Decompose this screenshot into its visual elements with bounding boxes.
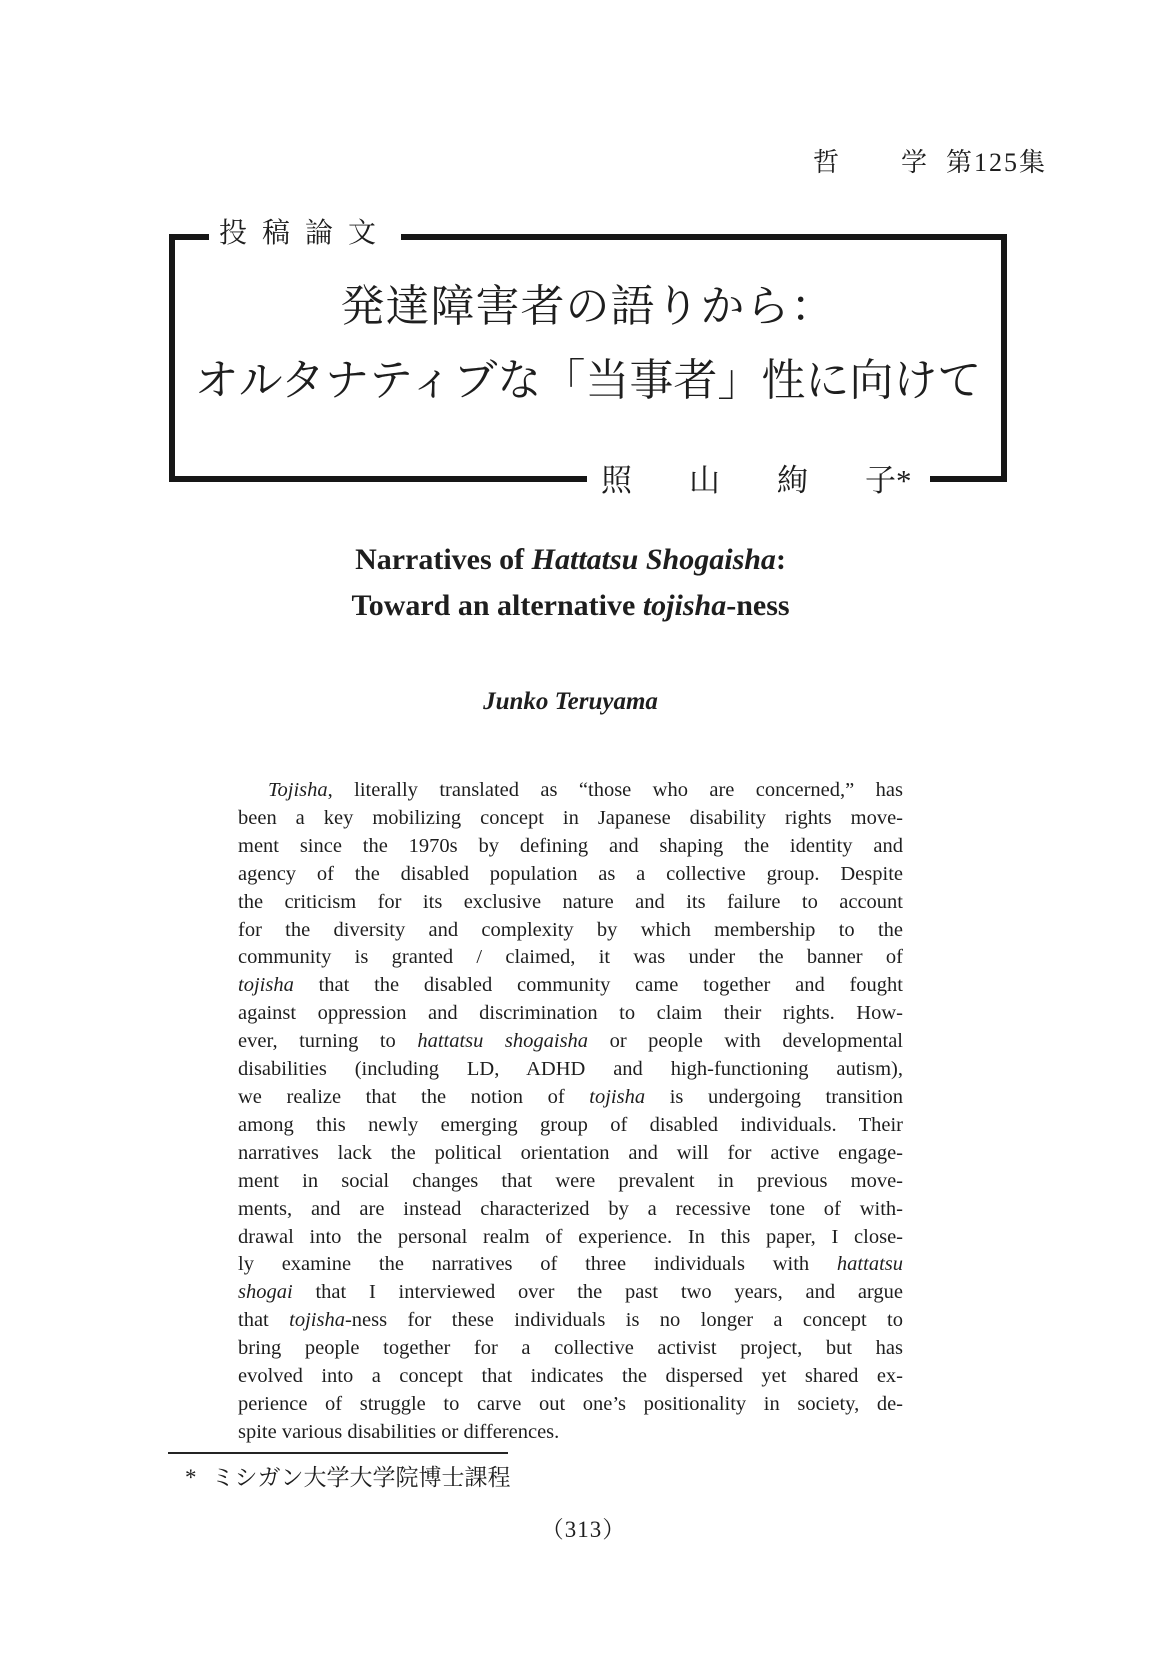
abstract-line: bring people together for a collective activist project, but has xyxy=(238,1337,903,1360)
paper-title-english-line2: Toward an alternative tojisha-ness xyxy=(351,589,790,622)
author-char: 絢 xyxy=(777,463,808,498)
abstract-line: been a key mobilizing concept in Japanese disability rights move- xyxy=(238,806,903,829)
author-name-japanese xyxy=(587,458,930,504)
journal-issue-number: 第125集 xyxy=(946,148,1048,177)
abstract-line: narratives lack the political orientation and will for active engage- xyxy=(238,1141,903,1164)
paper-title-japanese-line1: 発達障害者の語りから： xyxy=(340,282,836,331)
footnote-text: ミシガン大学大学院博士課程 xyxy=(211,1465,511,1490)
abstract-line: ments, and are instead characterized by a recessive tone of with- xyxy=(238,1197,903,1220)
page-number: （313） xyxy=(540,1517,627,1542)
abstract-line: among this newly emerging group of disabled individuals. Their xyxy=(238,1113,903,1136)
abstract-line: that tojisha-ness for these individuals is no longer a concept to xyxy=(238,1309,903,1332)
abstract-line: spite various disabilities or differences. xyxy=(238,1420,560,1443)
abstract-line: against oppression and discrimination to claim their rights. How- xyxy=(238,1002,903,1025)
abstract-line: ment since the 1970s by defining and shaping the identity and xyxy=(238,834,903,857)
journal-header xyxy=(813,146,1047,180)
author-char: 照 xyxy=(601,463,632,498)
author-char: 子* xyxy=(865,463,912,498)
footnote xyxy=(185,1461,511,1495)
abstract-line: shogai that I interviewed over the past two years, and argue xyxy=(238,1281,903,1304)
author-name-english: Junko Teruyama xyxy=(483,688,658,715)
title-box-frame xyxy=(169,218,1007,498)
abstract-line: Tojisha, literally translated as “those who are concerned,” has xyxy=(268,779,903,801)
journal-header-char: 学 xyxy=(901,148,928,177)
abstract-line: the criticism for its exclusive nature and its failure to account xyxy=(238,890,903,913)
abstract-line: ever, turning to hattatsu shogaisha or people with developmental xyxy=(238,1030,903,1053)
abstract-line: for the diversity and complexity by which membership to the xyxy=(238,918,903,941)
footnote-rule xyxy=(168,1452,508,1454)
footnote-marker: * xyxy=(185,1465,197,1490)
abstract-line: perience of struggle to carve out one’s positionality in society, de- xyxy=(238,1392,903,1415)
abstract-line: we realize that the notion of tojisha is undergoing transition xyxy=(238,1085,903,1108)
journal-header-char: 哲 xyxy=(813,148,840,177)
paper-title-english-line1: Narratives of Hattatsu Shogaisha: xyxy=(355,543,786,576)
abstract-line: community is granted / claimed, it was under the banner of xyxy=(238,946,903,969)
paper-title-japanese-line2: オルタナティブな「当事者」性に向けて xyxy=(194,356,982,405)
paper-title-english xyxy=(238,537,903,629)
abstract-line: evolved into a concept that indicates the dispersed yet shared ex- xyxy=(238,1365,903,1388)
abstract-line: agency of the disabled population as a collective group. Despite xyxy=(238,862,903,885)
abstract-line: ly examine the narratives of three individuals with hattatsu xyxy=(238,1253,903,1276)
abstract-line: ment in social changes that were prevalent in previous move- xyxy=(238,1169,903,1192)
abstract xyxy=(238,777,903,1447)
abstract-line: drawal into the personal realm of experience. In this paper, I close- xyxy=(238,1225,903,1248)
abstract-line: disabilities (including LD, ADHD and high-functioning autism), xyxy=(238,1058,903,1081)
abstract-line: tojisha that the disabled community came together and fought xyxy=(238,974,903,997)
submission-category-label: 投稿論文 xyxy=(209,212,401,256)
author-char: 山 xyxy=(689,463,720,498)
